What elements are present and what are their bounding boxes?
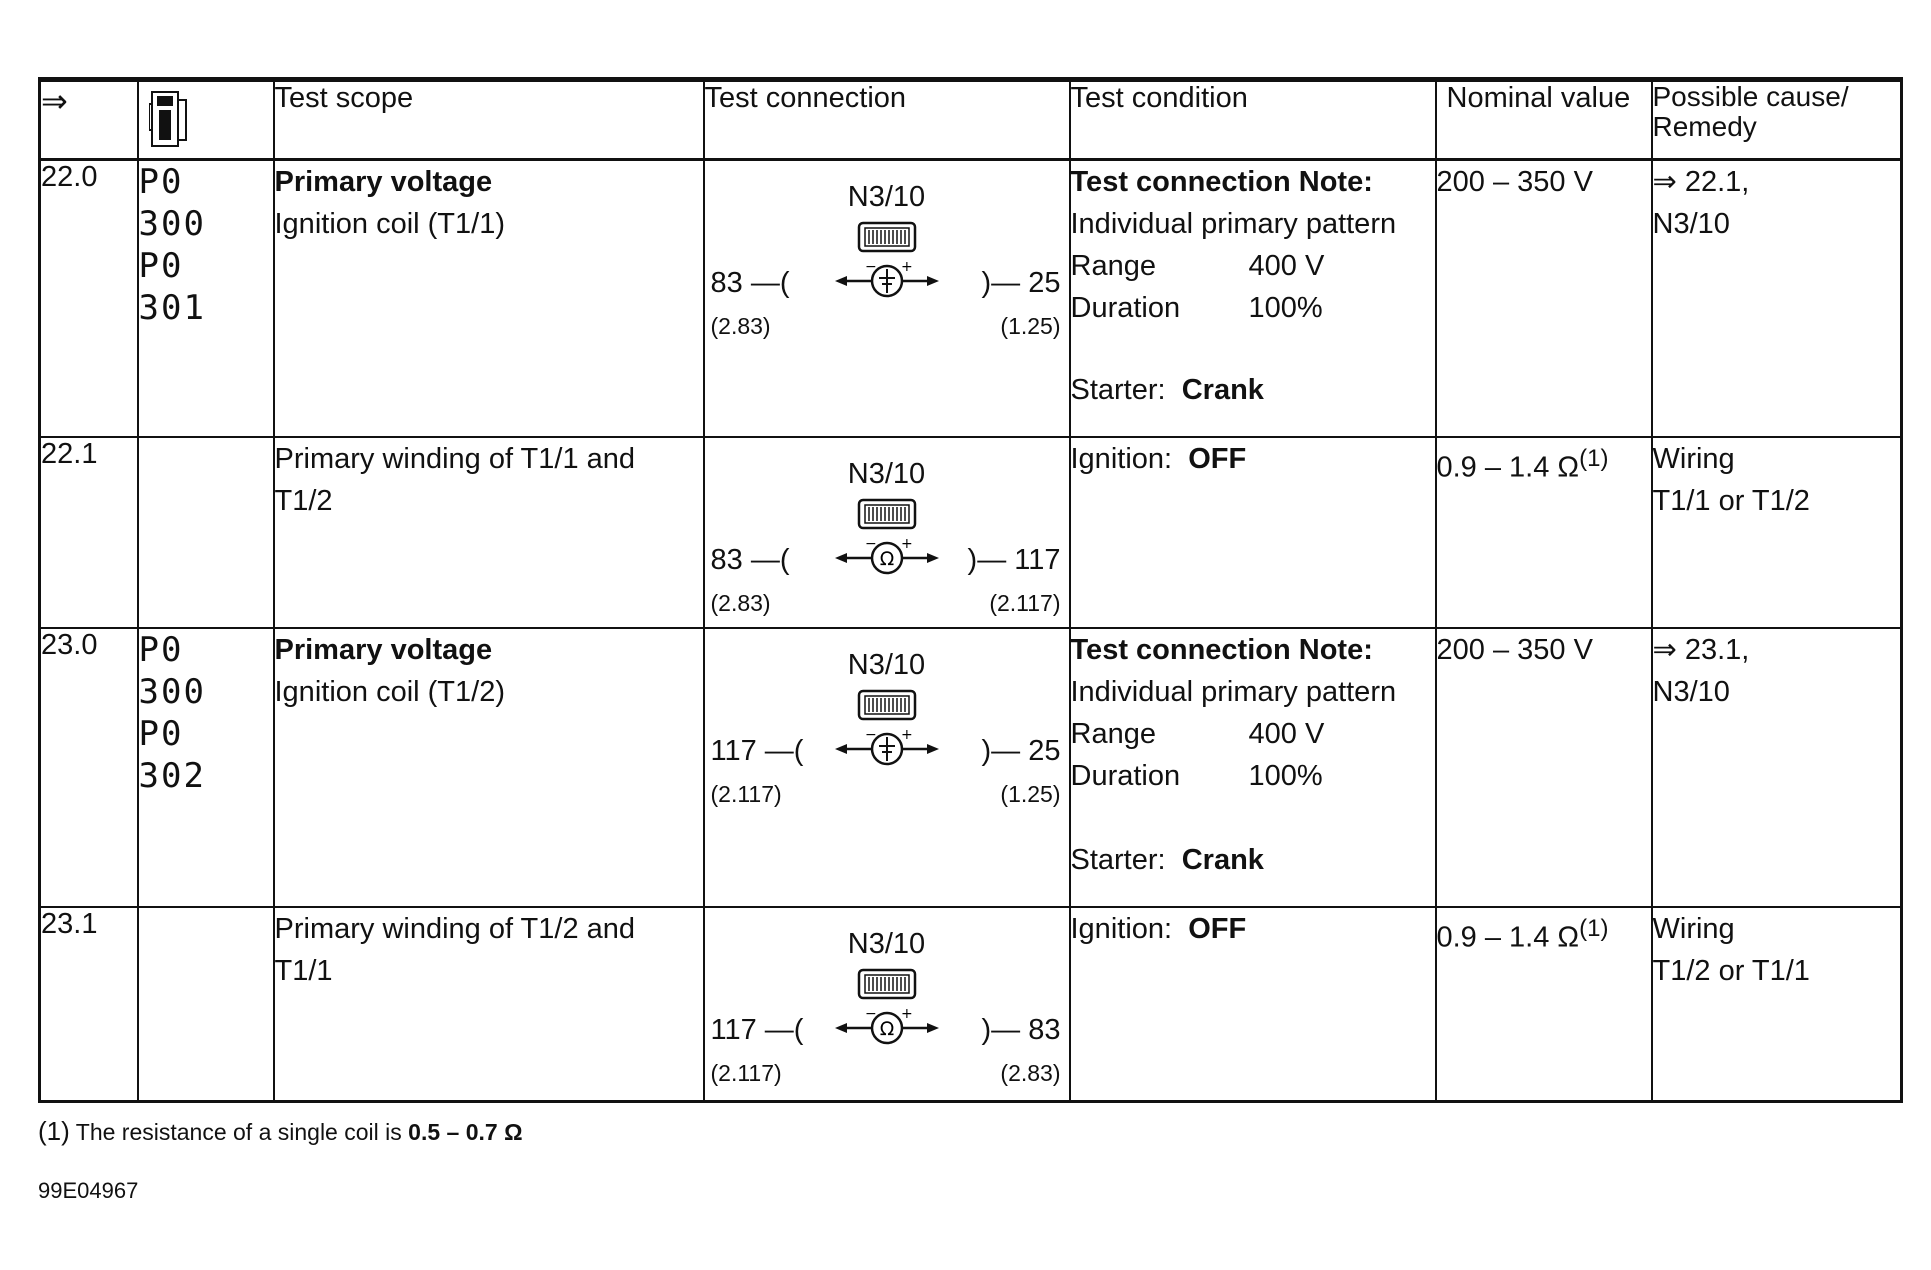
condition-heading: Test connection Note: — [1070, 166, 1373, 198]
test-scope — [274, 437, 704, 628]
test-condition — [1070, 437, 1436, 628]
remedy-line: T1/2 or T1/1 — [1652, 954, 1810, 987]
header-test-scope: Test scope — [274, 80, 704, 160]
condition-starter-label: Starter: — [1070, 374, 1166, 406]
header-possible-cause — [1652, 80, 1902, 160]
connector-label: N3/10 — [847, 457, 926, 490]
connector-icon — [857, 498, 917, 532]
pin-left: 83 —( — [710, 267, 790, 299]
pin-left-value: 83 — [710, 267, 743, 299]
pin-right-value: 25 — [1028, 734, 1061, 767]
svg-text:+: + — [900, 728, 913, 743]
meter-symbol: Ω — [879, 1017, 894, 1040]
svg-text:−: − — [864, 1007, 877, 1022]
pin-left-sub: (2.83) — [710, 589, 771, 616]
scope-detail: Primary winding of T1/1 and — [274, 442, 636, 475]
test-connection — [704, 628, 1070, 907]
nominal-value — [1436, 907, 1652, 1102]
possible-cause — [1652, 160, 1902, 437]
svg-text:−: − — [864, 537, 877, 552]
header-nominal-value: Nominal value — [1436, 80, 1652, 160]
connector-icon — [857, 221, 917, 255]
pin-left-value: 83 — [710, 543, 743, 576]
header-test-condition: Test condition — [1070, 80, 1436, 160]
condition-ignition-value: OFF — [1188, 442, 1247, 475]
pin-left-sub: (2.117) — [710, 780, 782, 807]
document-id: 99E04967 — [38, 1178, 139, 1203]
svg-text:−: − — [864, 728, 877, 743]
nominal-value: 200 – 350 V — [1436, 628, 1652, 907]
condition-ignition-value: OFF — [1188, 912, 1247, 945]
step-number: 22.1 — [40, 437, 138, 628]
pin-right: )— 25 — [981, 734, 1061, 767]
pin-right-sub: (1.25) — [1000, 313, 1061, 339]
footnote-ref: (1) — [1579, 914, 1609, 942]
pin-right: )— 25 — [981, 267, 1061, 299]
pin-right-sub: (1.25) — [1000, 780, 1061, 807]
footnote-text: The resistance of a single coil is — [75, 1119, 409, 1145]
header-test-connection: Test connection — [704, 80, 1070, 160]
dtc-code: P0 300 — [138, 162, 206, 244]
condition-duration-value: 100% — [1248, 292, 1323, 324]
ohmmeter-icon — [835, 538, 939, 578]
pin-left: 83 —( — [710, 543, 790, 576]
condition-heading: Test connection Note: — [1070, 633, 1373, 666]
pin-right-sub: (2.117) — [989, 589, 1061, 616]
header-remedy-line2: Remedy — [1652, 111, 1757, 142]
remedy-line: N3/10 — [1652, 675, 1730, 708]
condition-ignition-label: Ignition: — [1070, 442, 1173, 475]
scope-title: Primary voltage — [274, 633, 493, 666]
pin-left: 117 —( — [710, 734, 804, 767]
header-arrow: ⇒ — [40, 80, 138, 160]
test-connection — [704, 907, 1070, 1102]
table-row — [40, 628, 1902, 907]
remedy-line: ⇒ 22.1, — [1652, 166, 1750, 198]
condition-ignition-label: Ignition: — [1070, 912, 1173, 945]
connector-label: N3/10 — [847, 927, 926, 960]
footnote-mark: (1) — [38, 1116, 70, 1146]
scope-detail: Ignition coil (T1/2) — [274, 675, 505, 708]
dtc-codes — [138, 437, 274, 628]
step-number: 23.0 — [40, 628, 138, 907]
pin-right: )— 83 — [981, 1013, 1061, 1046]
connector-icon — [857, 689, 917, 723]
test-scope — [274, 907, 704, 1102]
condition-duration-label: Duration — [1070, 759, 1181, 792]
pin-left: 117 —( — [710, 1013, 804, 1046]
remedy-line: ⇒ 23.1, — [1652, 633, 1750, 666]
svg-text:−: − — [864, 261, 877, 275]
condition-duration-value: 100% — [1248, 759, 1323, 792]
condition-starter-value: Crank — [1181, 374, 1264, 406]
condition-range-value: 400 V — [1248, 717, 1325, 750]
dtc-code: P0 301 — [138, 246, 206, 328]
test-table — [38, 77, 1903, 1103]
pin-right-value: 83 — [1028, 1013, 1061, 1046]
condition-starter-label: Starter: — [1070, 843, 1166, 876]
footnote-value: 0.5 – 0.7 Ω — [408, 1119, 523, 1145]
condition-range-label: Range — [1070, 250, 1156, 282]
condition-range-value: 400 V — [1248, 250, 1325, 282]
condition-range-label: Range — [1070, 717, 1156, 750]
dtc-code: P0 302 — [138, 713, 206, 796]
test-condition — [1070, 628, 1436, 907]
svg-text:+: + — [900, 1007, 913, 1022]
meter-symbol: Ω — [879, 547, 894, 570]
test-scope — [274, 160, 704, 437]
footnote-ref: (1) — [1579, 444, 1609, 472]
pin-left-value: 117 — [710, 734, 757, 767]
nominal-value — [1436, 437, 1652, 628]
voltmeter-icon — [835, 261, 939, 301]
table-header-row — [40, 80, 1902, 160]
dtc-codes — [138, 160, 274, 437]
voltmeter-icon — [835, 729, 939, 769]
pin-left-sub: (2.83) — [710, 313, 771, 339]
footnote — [38, 1116, 523, 1147]
test-condition — [1070, 160, 1436, 437]
pin-right-sub: (2.83) — [1000, 1059, 1061, 1086]
pin-left-sub: (2.117) — [710, 1059, 782, 1086]
svg-text:+: + — [900, 261, 913, 275]
table-row — [40, 160, 1902, 437]
dtc-codes — [138, 907, 274, 1102]
connector-label: N3/10 — [847, 181, 926, 213]
condition-starter-value: Crank — [1181, 843, 1264, 876]
pin-right-value: 117 — [1014, 543, 1061, 576]
header-tester — [138, 80, 274, 160]
step-number: 22.0 — [40, 160, 138, 437]
test-connection — [704, 437, 1070, 628]
remedy-line: T1/1 or T1/2 — [1652, 484, 1810, 517]
header-remedy-line1: Possible cause/ — [1652, 81, 1849, 112]
scope-detail: T1/1 — [274, 954, 333, 987]
test-condition — [1070, 907, 1436, 1102]
table-row — [40, 907, 1902, 1102]
pin-left-value: 117 — [710, 1013, 757, 1046]
possible-cause — [1652, 907, 1902, 1102]
test-scope — [274, 628, 704, 907]
scope-detail: Primary winding of T1/2 and — [274, 912, 636, 945]
remedy-line: Wiring — [1652, 442, 1735, 475]
step-number: 23.1 — [40, 907, 138, 1102]
connector-icon — [857, 968, 917, 1002]
possible-cause — [1652, 628, 1902, 907]
remedy-line: Wiring — [1652, 912, 1735, 945]
dtc-code: P0 300 — [138, 629, 206, 712]
pin-right: )— 117 — [967, 543, 1061, 576]
test-connection — [704, 160, 1070, 437]
ohmmeter-icon — [835, 1008, 939, 1048]
table-row — [40, 437, 1902, 628]
condition-pattern: Individual primary pattern — [1070, 208, 1397, 240]
diagnostic-tester-icon — [149, 90, 189, 150]
svg-text:+: + — [900, 537, 913, 552]
dtc-codes — [138, 628, 274, 907]
pin-right-value: 25 — [1028, 267, 1061, 299]
remedy-line: N3/10 — [1652, 208, 1730, 240]
scope-detail: Ignition coil (T1/1) — [274, 208, 505, 240]
possible-cause — [1652, 437, 1902, 628]
condition-duration-label: Duration — [1070, 292, 1181, 324]
scope-detail: T1/2 — [274, 484, 333, 517]
nominal-value: 200 – 350 V — [1436, 160, 1652, 437]
nominal-value-text: 0.9 – 1.4 Ω — [1436, 921, 1580, 954]
connector-label: N3/10 — [847, 648, 926, 681]
nominal-value-text: 0.9 – 1.4 Ω — [1436, 451, 1580, 484]
scope-title: Primary voltage — [274, 166, 493, 198]
condition-pattern: Individual primary pattern — [1070, 675, 1397, 708]
